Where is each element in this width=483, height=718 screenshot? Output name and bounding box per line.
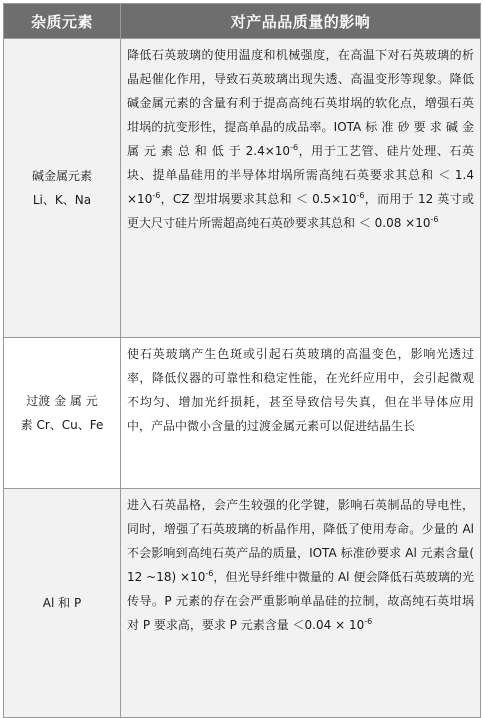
page [0, 3, 483, 715]
element-name: Al 和 P [42, 596, 82, 610]
exponent: -6 [430, 215, 439, 224]
header-impurity-element: 杂质元素 [4, 4, 121, 39]
impact-text: ，用于工艺管、硅片处理、石英块、提单晶硅用的半导体坩埚所需高纯石英要求其总和 ＜ 1.4 ×10 [127, 144, 474, 206]
table-row [4, 489, 481, 718]
exponent: -6 [205, 569, 214, 578]
impact-text: 进入石英晶格，会产生较强的化学键，影响石英制品的导电性，同时，增强了石英玻璃的析晶作用，降低了使用寿命。少量的 Al 不会影响到高纯石英产品的质量，IOTA 标准砂要求 Al 元素含量( 12 ~18) ×10 [127, 498, 474, 584]
exponent: -6 [152, 191, 161, 200]
impurity-table [3, 3, 481, 718]
impact-text: 使石英玻璃产生色斑或引起石英玻璃的高温变色，影响光透过率，降低仪器的可靠性和稳定性能，在光纤应用中，会引起微观不均匀、增加光纤损耗，甚至导致信号失真，但在半导体应用中，产品中微小含量的过渡金属元素可以促进结晶生长 [127, 347, 474, 433]
exponent: -6 [364, 617, 373, 626]
exponent: -6 [356, 191, 365, 200]
impact-text: 降低石英玻璃的使用温度和机械强度，在高温下对石英玻璃的析晶起催化作用，导致石英玻璃出现失透、高温变形等现象。降低碱金属元素的含量有利于提高高纯石英坩埚的软化点，增强石英坩埚的抗变形性，提高单晶的成品率。IOTA 标 准 砂 要 求 碱 金 属 元 素 总 和 低 于 2.4×10 [127, 48, 474, 158]
element-cell [4, 338, 121, 489]
table-header-row [4, 4, 481, 39]
impact-text: ，但光导纤维中微量的 Al 便会降低石英玻璃的光传导。P 元素的存在会严重影响单晶硅的拉制，故高纯石英坩埚对 P 要求高，要求 P 元素含量 ＜0.04 × 10 [127, 570, 474, 632]
impact-cell [121, 39, 481, 338]
impact-text: ，CZ 型坩埚要求其总和 ＜ 0.5×10 [160, 192, 357, 206]
element-cell [4, 489, 121, 718]
element-symbols: Li、K、Na [32, 193, 92, 207]
header-product-quality-impact: 对产品品质量的影响 [121, 4, 481, 39]
table-row [4, 39, 481, 338]
element-symbols: 素 Cr、Cu、Fe [20, 418, 104, 432]
element-name: 碱金属元素 [31, 169, 92, 183]
table-row [4, 338, 481, 489]
impact-cell [121, 338, 481, 489]
exponent: -6 [290, 143, 299, 152]
impact-cell [121, 489, 481, 718]
element-name: 过渡 金 属 元 [26, 394, 98, 408]
element-cell [4, 39, 121, 338]
impact-text: ，而用于 12 英寸或更大尺寸硅片所需超高纯石英砂要求其总和 ＜ 0.08 ×10 [127, 192, 474, 230]
